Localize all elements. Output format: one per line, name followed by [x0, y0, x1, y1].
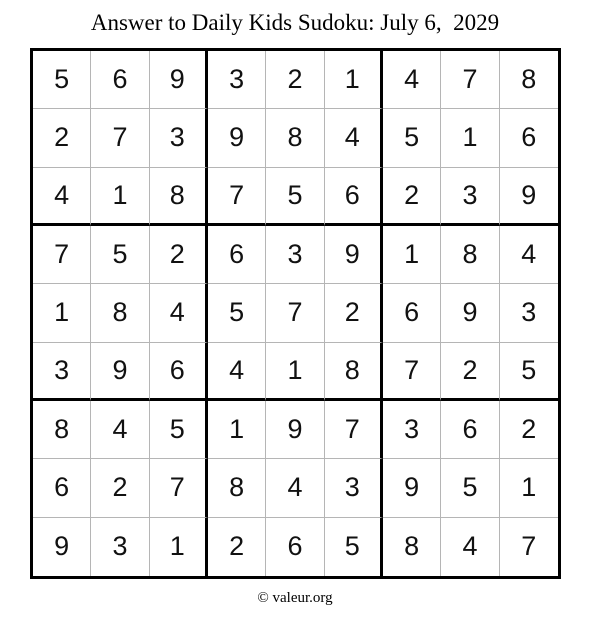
sudoku-cell: 5: [325, 518, 383, 576]
sudoku-cell: 9: [325, 226, 383, 284]
sudoku-cell: 7: [383, 343, 441, 401]
sudoku-cell: 1: [441, 109, 499, 167]
copyright-footer: © valeur.org: [257, 590, 333, 606]
sudoku-cell: 6: [91, 51, 149, 109]
sudoku-cell: 7: [521, 531, 537, 562]
sudoku-cell: 5: [33, 51, 91, 109]
sudoku-cell: 4: [33, 168, 91, 226]
sudoku-cell: 4: [208, 343, 266, 401]
sudoku-cell: 3: [208, 51, 266, 109]
sudoku-cell: 2: [500, 401, 558, 459]
sudoku-cell: 9: [33, 518, 91, 576]
sudoku-cell: 1: [325, 51, 383, 109]
sudoku-cell: 9: [383, 459, 441, 517]
sudoku-cell: 6: [383, 284, 441, 342]
sudoku-cell: 2: [33, 109, 91, 167]
sudoku-cell: 7: [441, 51, 499, 109]
sudoku-cell: 6: [441, 401, 499, 459]
sudoku-cell: 3: [150, 109, 208, 167]
sudoku-cell: 5: [150, 401, 208, 459]
sudoku-cell: 5: [208, 284, 266, 342]
sudoku-cell: 9: [500, 168, 558, 226]
sudoku-cell: 4: [383, 51, 441, 109]
sudoku-cell: 2: [150, 226, 208, 284]
sudoku-cell: 6: [266, 518, 324, 576]
sudoku-cell: 1: [383, 226, 441, 284]
sudoku-cell: 3: [500, 284, 558, 342]
sudoku-cell: 9: [266, 401, 324, 459]
sudoku-cell: 6: [500, 109, 558, 167]
sudoku-cell: 4: [91, 401, 149, 459]
sudoku-cell: 2: [91, 459, 149, 517]
sudoku-grid: [30, 48, 561, 579]
sudoku-cell: 8: [441, 226, 499, 284]
sudoku-cell: 8: [325, 343, 383, 401]
sudoku-cell: 8: [208, 459, 266, 517]
sudoku-cell: 8: [33, 401, 91, 459]
sudoku-cell: 1: [208, 401, 266, 459]
sudoku-cell: 7: [325, 401, 383, 459]
sudoku-cell: 6: [208, 226, 266, 284]
sudoku-cell: 6: [325, 168, 383, 226]
sudoku-cell: 5: [441, 459, 499, 517]
sudoku-cell: 5: [91, 226, 149, 284]
sudoku-cell: 3: [325, 459, 383, 517]
sudoku-cell: 2: [383, 168, 441, 226]
sudoku-cell: 7: [33, 226, 91, 284]
sudoku-cell: 9: [441, 284, 499, 342]
sudoku-cell: 5: [500, 343, 558, 401]
sudoku-cell: 7: [150, 459, 208, 517]
sudoku-cell: 3: [266, 226, 324, 284]
sudoku-cell: 6: [150, 343, 208, 401]
sudoku-cell: 7: [266, 284, 324, 342]
sudoku-cell: 4: [441, 518, 499, 576]
sudoku-cell: 9: [208, 109, 266, 167]
sudoku-cell: 5: [266, 168, 324, 226]
page-title: Answer to Daily Kids Sudoku: July 6, 2029: [90, 10, 500, 35]
sudoku-cell: 6: [33, 459, 91, 517]
sudoku-cell: 3: [383, 401, 441, 459]
sudoku-cell: 4: [266, 459, 324, 517]
sudoku-cell: 4: [325, 109, 383, 167]
sudoku-cell: 3: [441, 168, 499, 226]
sudoku-cell: 1: [150, 518, 208, 576]
sudoku-cell: 9: [150, 51, 208, 109]
sudoku-cell: 9: [91, 343, 149, 401]
sudoku-cell: 8: [266, 109, 324, 167]
sudoku-cell: 4: [150, 284, 208, 342]
sudoku-cell: 8: [500, 51, 558, 109]
sudoku-cell: 8: [383, 518, 441, 576]
sudoku-cell: 1: [33, 284, 91, 342]
sudoku-cell: 1: [91, 168, 149, 226]
sudoku-cell: 7: [208, 168, 266, 226]
sudoku-cell: 2: [266, 51, 324, 109]
sudoku-cell: 8: [91, 284, 149, 342]
sudoku-cell: 7: [91, 109, 149, 167]
sudoku-cell: 5: [383, 109, 441, 167]
sudoku-cell: 3: [33, 343, 91, 401]
sudoku-cell: 8: [150, 168, 208, 226]
sudoku-cell: 1: [266, 343, 324, 401]
sudoku-cell: 2: [441, 343, 499, 401]
sudoku-cell: 1: [500, 459, 558, 517]
sudoku-cell: 3: [91, 518, 149, 576]
sudoku-cell: 2: [208, 518, 266, 576]
sudoku-cell: 4: [500, 226, 558, 284]
sudoku-cell: 2: [325, 284, 383, 342]
